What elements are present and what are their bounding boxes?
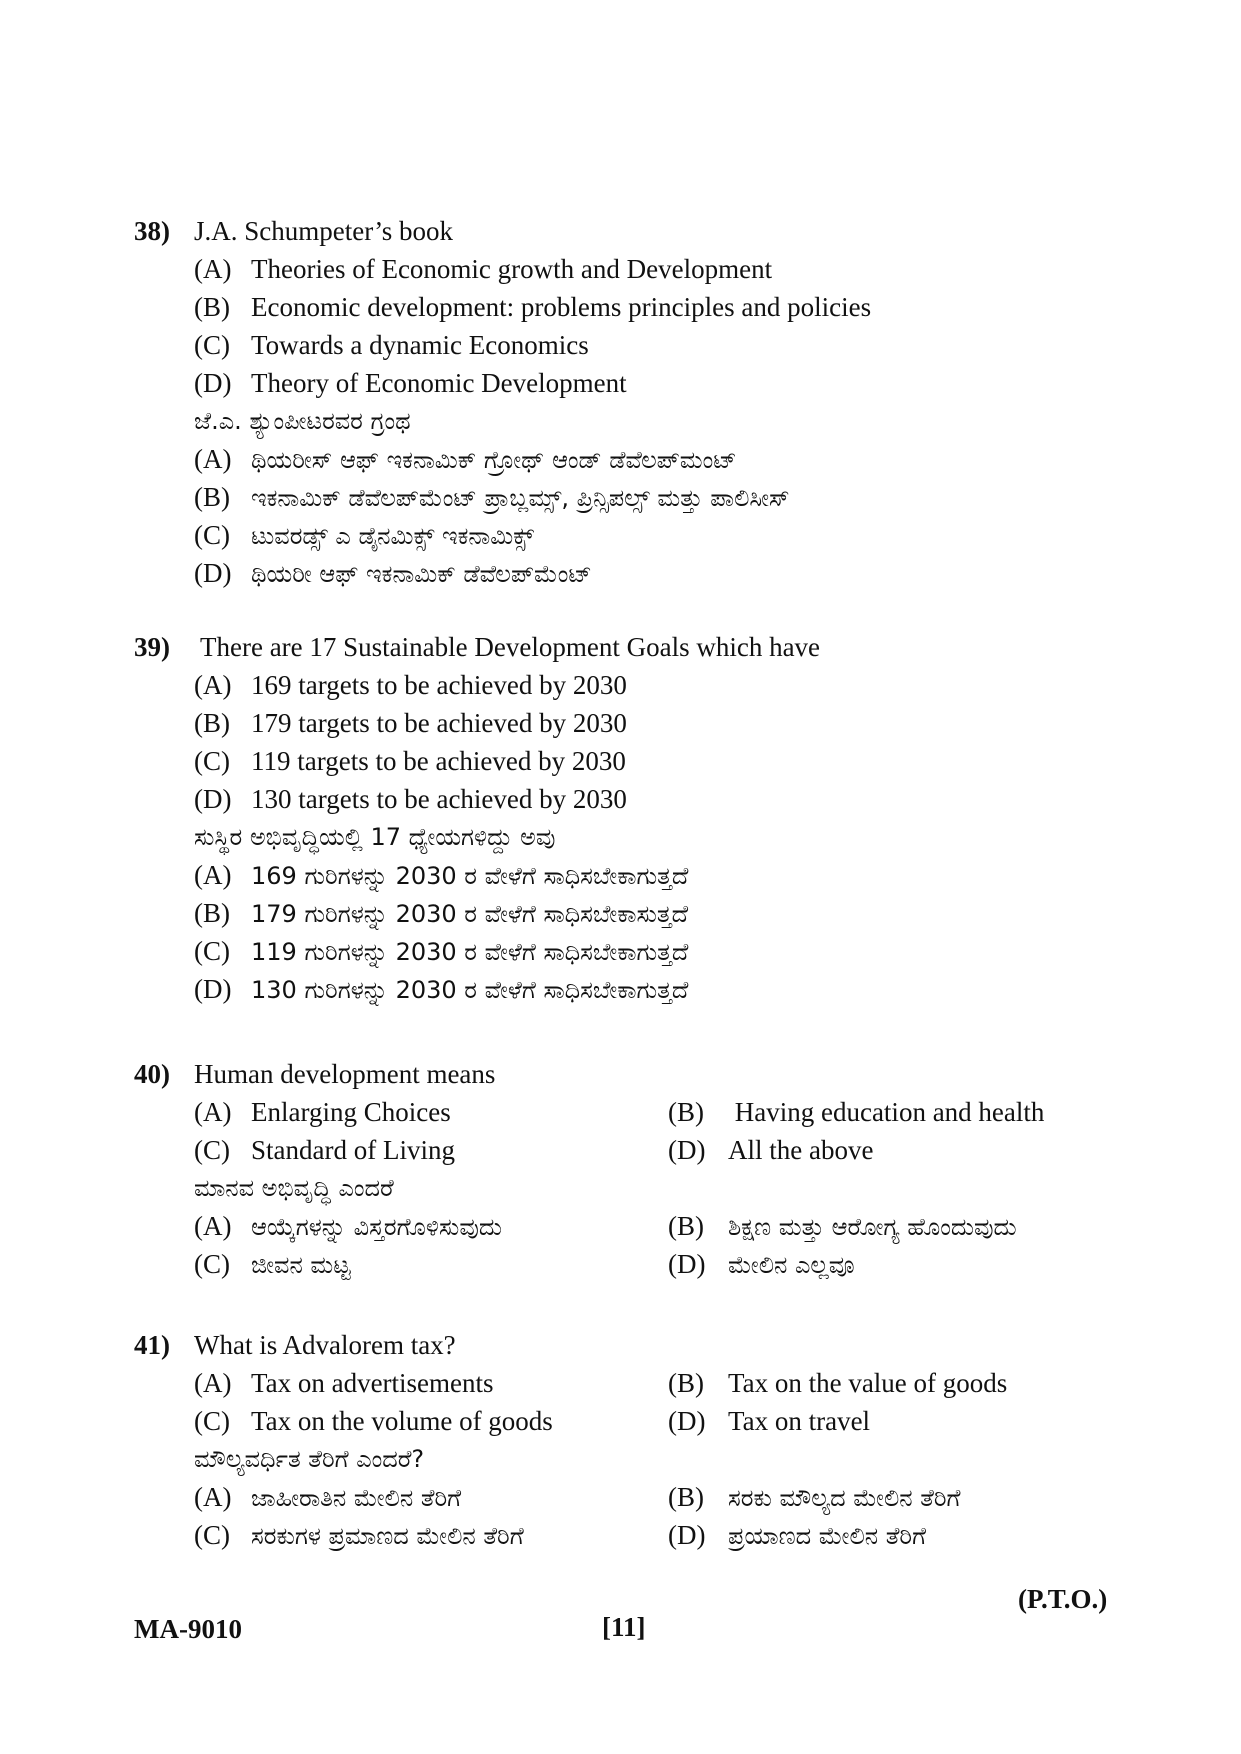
option-label: (D) — [194, 974, 232, 1004]
option-label: (D) — [668, 1135, 706, 1165]
option-label: (C) — [194, 1249, 230, 1279]
option-label: (B) — [668, 1097, 704, 1127]
kn-option-d — [668, 1518, 926, 1553]
option-label: (C) — [194, 330, 230, 360]
option-text: 179 ಗುರಿಗಳನ್ನು 2030 ರ ವೇಳೆಗೆ ಸಾಧಿಸಬೇಕಾಸುತ್ತದೆ — [251, 900, 689, 928]
option-label: (B) — [194, 482, 230, 512]
question-text-kannada: ಸುಸ್ಥಿರ ಅಭಿವೃದ್ಧಿಯಲ್ಲಿ 17 ಧ್ಯೇಯಗಳಿದ್ದು ಅವು — [194, 823, 556, 851]
option-label: (C) — [194, 520, 230, 550]
option-label: (C) — [194, 936, 230, 966]
option-text: ಥಿಯರೀಸ್ ಆಫ್ ಇಕನಾಮಿಕ್ ಗ್ರೋಥ್ ಆಂಡ್ ಡೆವೆಲಪ್‌ಮಂಟ್ — [251, 446, 737, 474]
option-label: (D) — [194, 784, 232, 814]
option-text: Tax on advertisements — [251, 1368, 494, 1398]
option-text: ಆಯ್ಕೆಗಳನ್ನು ವಿಸ್ತರಗೊಳಿಸುವುದು — [251, 1213, 503, 1241]
booklet-code: MA-9010 — [134, 1614, 242, 1644]
option-text: 130 targets to be achieved by 2030 — [251, 784, 627, 814]
option-a — [194, 1095, 451, 1129]
option-c — [194, 1404, 553, 1438]
option-label: (B) — [668, 1482, 704, 1512]
option-label: (A) — [194, 860, 232, 890]
option-text: Having education and health — [728, 1097, 1045, 1127]
option-text: ಶಿಕ್ಷಣ ಮತ್ತು ಆರೋಗ್ಯ ಹೊಂದುವುದು — [728, 1213, 1017, 1241]
option-c — [194, 328, 589, 362]
kn-option-b — [668, 1209, 1017, 1244]
option-text: ಜೀವನ ಮಟ್ಟ — [251, 1251, 351, 1279]
kn-option-b — [668, 1480, 961, 1515]
kn-option-a — [194, 858, 688, 893]
question-number: 38) — [134, 216, 170, 246]
option-d — [668, 1133, 873, 1167]
kn-option-c — [194, 518, 534, 553]
option-text: Towards a dynamic Economics — [251, 330, 589, 360]
option-label: (A) — [194, 444, 232, 474]
question-number: 41) — [134, 1330, 170, 1360]
option-d — [668, 1404, 870, 1438]
option-label: (A) — [194, 1097, 232, 1127]
question-number: 40) — [134, 1059, 170, 1089]
option-label: (B) — [194, 292, 230, 322]
option-text: 169 targets to be achieved by 2030 — [251, 670, 627, 700]
kn-option-c — [194, 1247, 351, 1282]
option-d — [194, 366, 627, 400]
option-c — [194, 1133, 455, 1167]
option-b — [194, 706, 627, 740]
option-text: ಇಕನಾಮಿಕ್ ಡೆವೆಲಪ್‌ಮೆಂಟ್ ಪ್ರಾಬ್ಲಮ್ಸ್, ಪ್ರಿನ್ಸಿಪಲ್ಸ್ ಮತ್ತು ಪಾಲಿಸೀಸ್ — [251, 484, 790, 512]
option-text: ಥಿಯರೀ ಆಫ್ ಇಕನಾಮಿಕ್ ಡೆವೆಲಪ್‌ಮೆಂಟ್ — [251, 560, 592, 588]
question-text-kannada: ಮೌಲ್ಯವರ್ಧಿತ ತೆರಿಗೆ ಎಂದರೆ? — [194, 1445, 425, 1473]
kn-option-a — [194, 442, 737, 477]
question-text: What is Advalorem tax? — [194, 1330, 456, 1360]
option-c — [194, 744, 626, 778]
option-text: ಮೇಲಿನ ಎಲ್ಲವೂ — [728, 1251, 855, 1279]
kn-option-b — [194, 896, 688, 931]
option-text: Tax on the value of goods — [728, 1368, 1008, 1398]
kn-option-a — [194, 1209, 502, 1244]
option-text: ಟುವರಡ್ಸ್ ಎ ಡೈನಮಿಕ್ಸ್ ಇಕನಾಮಿಕ್ಸ್ — [251, 522, 535, 550]
kn-option-c — [194, 934, 688, 969]
kn-option-b — [194, 480, 790, 515]
option-label: (C) — [194, 1135, 230, 1165]
page-number: [11] — [602, 1612, 646, 1642]
option-text: Standard of Living — [251, 1135, 455, 1165]
option-text: Theory of Economic Development — [251, 368, 627, 398]
option-label: (A) — [194, 254, 232, 284]
option-text: ಸರಕು ಮೌಲ್ಯದ ಮೇಲಿನ ತೆರಿಗೆ — [728, 1484, 961, 1512]
option-text: 119 targets to be achieved by 2030 — [251, 746, 626, 776]
option-text: Theories of Economic growth and Development — [251, 254, 773, 284]
option-label: (D) — [194, 558, 232, 588]
please-turn-over: (P.T.O.) — [1018, 1584, 1108, 1614]
option-label: (B) — [668, 1211, 704, 1241]
option-a — [194, 1366, 494, 1400]
option-text: Enlarging Choices — [251, 1097, 451, 1127]
option-text: ಪ್ರಯಾಣದ ಮೇಲಿನ ತೆರಿಗೆ — [728, 1522, 927, 1550]
option-label: (D) — [194, 368, 232, 398]
option-label: (C) — [194, 1520, 230, 1550]
kn-option-d — [668, 1247, 855, 1282]
option-b — [668, 1366, 1007, 1400]
option-b — [194, 290, 871, 324]
option-text: Tax on travel — [728, 1406, 871, 1436]
option-label: (A) — [194, 670, 232, 700]
option-label: (D) — [668, 1520, 706, 1550]
option-text: ಜಾಹೀರಾತಿನ ಮೇಲಿನ ತೆರಿಗೆ — [251, 1484, 462, 1512]
option-label: (B) — [194, 708, 230, 738]
option-d — [194, 782, 627, 816]
option-label: (C) — [194, 1406, 230, 1436]
question-text: Human development means — [194, 1059, 496, 1089]
question-text-kannada: ಮಾನವ ಅಭಿವೃದ್ಧಿ ಎಂದರೆ — [194, 1174, 394, 1202]
option-text: Tax on the volume of goods — [251, 1406, 553, 1436]
option-text: Economic development: problems principles and policies — [251, 292, 872, 322]
option-label: (A) — [194, 1482, 232, 1512]
question-text: There are 17 Sustainable Development Goals which have — [200, 632, 821, 662]
option-text: 130 ಗುರಿಗಳನ್ನು 2030 ರ ವೇಳೆಗೆ ಸಾಧಿಸಬೇಕಾಗುತ್ತದೆ — [251, 976, 689, 1004]
option-label: (C) — [194, 746, 230, 776]
option-label: (B) — [668, 1368, 704, 1398]
option-label: (A) — [194, 1368, 232, 1398]
option-label: (B) — [194, 898, 230, 928]
option-label: (D) — [668, 1249, 706, 1279]
kn-option-d — [194, 556, 592, 591]
option-a — [194, 252, 772, 286]
question-number: 39) — [134, 632, 170, 662]
kn-option-c — [194, 1518, 524, 1553]
option-label: (D) — [668, 1406, 706, 1436]
option-b — [668, 1095, 1044, 1129]
option-a — [194, 668, 627, 702]
option-text: 119 ಗುರಿಗಳನ್ನು 2030 ರ ವೇಳೆಗೆ ಸಾಧಿಸಬೇಕಾಗುತ್ತದೆ — [251, 938, 689, 966]
kn-option-d — [194, 972, 688, 1007]
option-label: (A) — [194, 1211, 232, 1241]
option-text: 169 ಗುರಿಗಳನ್ನು 2030 ರ ವೇಳೆಗೆ ಸಾಧಿಸಬೇಕಾಗುತ್ತದೆ — [251, 862, 689, 890]
question-text: J.A. Schumpeter’s book — [194, 216, 453, 246]
question-text-kannada: ಜೆ.ಎ. ಶ್ಯುಂಪೀಟರವರ ಗ್ರಂಥ — [194, 407, 411, 435]
option-text: All the above — [728, 1135, 874, 1165]
option-text: ಸರಕುಗಳ ಪ್ರಮಾಣದ ಮೇಲಿನ ತೆರಿಗೆ — [251, 1522, 524, 1550]
option-text: 179 targets to be achieved by 2030 — [251, 708, 627, 738]
kn-option-a — [194, 1480, 461, 1515]
